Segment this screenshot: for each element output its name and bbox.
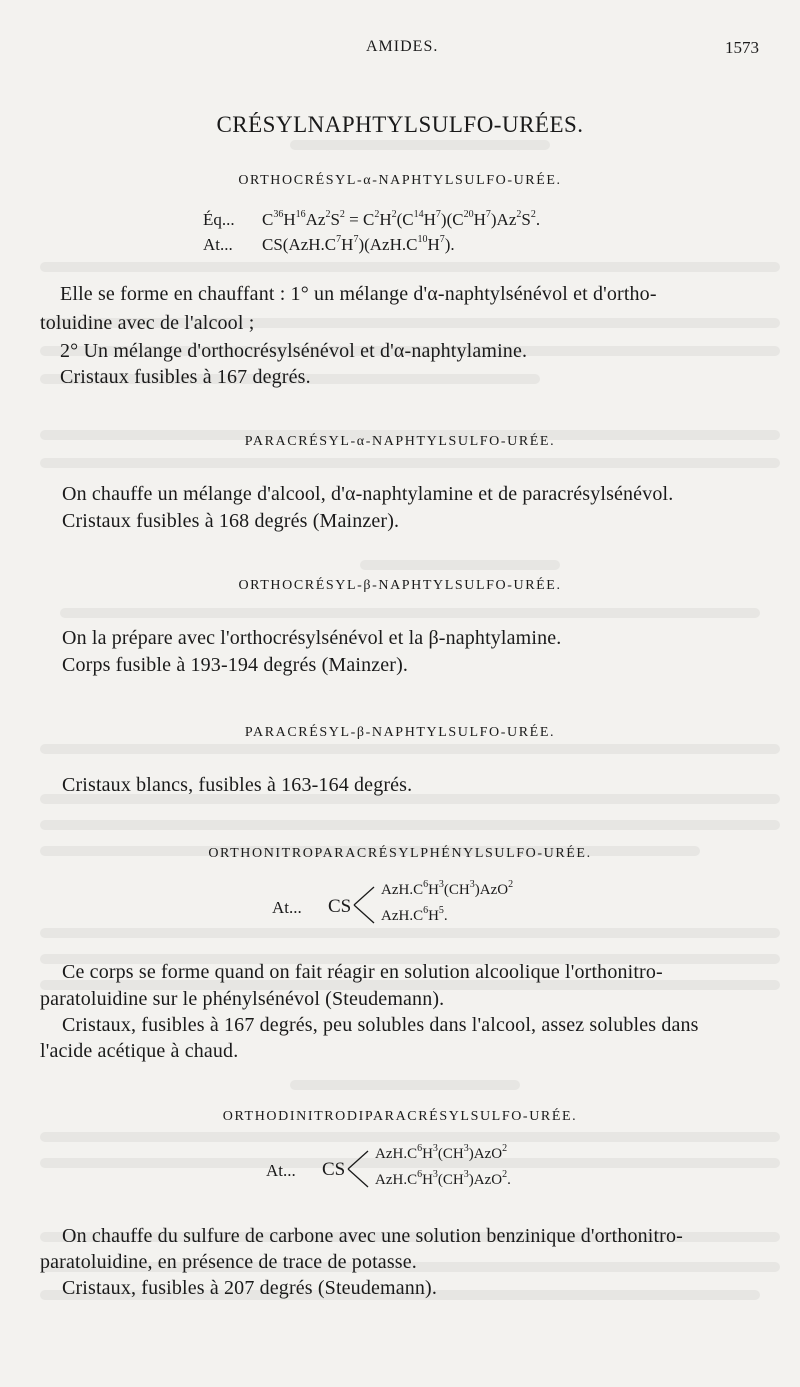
paragraph-line: Cristaux blancs, fusibles à 163-164 degrés. xyxy=(62,774,413,796)
formula-branch-top: $AzH.C^6H^3(CH^3)AzO^2$ xyxy=(375,1143,508,1162)
section-title: CRÉSYLNAPHTYLSULFO-URÉES. xyxy=(216,112,584,137)
page-number: 1573 xyxy=(725,38,759,57)
formula-branch-top: $AzH.C^6H^3(CH^3)AzO^2$ xyxy=(381,879,514,898)
paragraph-line: Cristaux fusibles à 168 degrés (Mainzer). xyxy=(62,510,400,532)
paragraph-line: Cristaux, fusibles à 167 degrés, peu solubles dans l'alcool, assez solubles dans xyxy=(62,1014,699,1036)
compound-heading-6: ORTHODINITRODIPARACRÉSYLSULFO-URÉE. xyxy=(222,1109,578,1124)
paragraph-line: Cristaux, fusibles à 207 degrés (Steudemann). xyxy=(62,1277,438,1299)
formula-branch-bottom: $AzH.C^6H^3(CH^3)AzO^2$. xyxy=(375,1169,511,1188)
compound-heading-5: ORTHONITROPARACRÉSYLPHÉNYLSULFO-URÉE. xyxy=(208,846,592,861)
formula-cs: CS xyxy=(322,1159,346,1180)
formula-branch-bracket xyxy=(346,1146,372,1192)
compound-heading-4: PARACRÉSYL-β-NAPHTYLSULFO-URÉE. xyxy=(244,725,556,740)
paragraph-line: paratoluidine, en présence de trace de potasse. xyxy=(40,1251,417,1273)
formula-cs: CS xyxy=(328,896,352,917)
paragraph-line: Elle se forme en chauffant : 1° un mélange d'α-naphtylsénévol et d'ortho- xyxy=(60,283,657,305)
compound-heading-1: ORTHOCRÉSYL-α-NAPHTYLSULFO-URÉE. xyxy=(238,173,562,188)
compound-heading-2: PARACRÉSYL-α-NAPHTYLSULFO-URÉE. xyxy=(244,434,556,449)
formula-branch-bottom: $AzH.C^6H^5$. xyxy=(381,905,448,924)
paragraph-line: On chauffe du sulfure de carbone avec une solution benzinique d'orthonitro- xyxy=(62,1225,683,1247)
paragraph-line: l'acide acétique à chaud. xyxy=(40,1040,239,1062)
formula-eq-prefix: Éq... xyxy=(203,210,235,229)
paragraph-line: On chauffe un mélange d'alcool, d'α-naphtylamine et de paracrésylsénévol. xyxy=(62,483,674,505)
formula-branch-bracket xyxy=(352,882,378,928)
formula-atomic: $CS(AzH.C^7H^7)(AzH.C^{10}H^7)$. xyxy=(262,234,455,254)
paragraph-line: Corps fusible à 193-194 degrés (Mainzer). xyxy=(62,654,409,676)
paragraph-line: 2° Un mélange d'orthocrésylsénévol et d'α-naphtylamine. xyxy=(60,340,528,362)
formula-at-prefix: At... xyxy=(272,898,302,917)
running-header-title: AMIDES. xyxy=(366,38,439,55)
paragraph-line: paratoluidine sur le phénylsénévol (Steudemann). xyxy=(40,988,445,1010)
paragraph-line: Cristaux fusibles à 167 degrés. xyxy=(60,366,311,388)
paragraph-line: On la prépare avec l'orthocrésylsénévol et la β-naphtylamine. xyxy=(62,627,562,649)
compound-heading-3: ORTHOCRÉSYL-β-NAPHTYLSULFO-URÉE. xyxy=(238,578,562,593)
formula-at-prefix: At... xyxy=(203,235,233,254)
paragraph-line: toluidine avec de l'alcool ; xyxy=(40,312,255,334)
formula-equivalent: $C^{36}H^{16}Az^2S^2 = C^2H^2(C^{14}H^7)(C^{20}H^7)Az^2S^2$. xyxy=(262,209,541,229)
formula-at-prefix: At... xyxy=(266,1161,296,1180)
paragraph-line: Ce corps se forme quand on fait réagir en solution alcoolique l'orthonitro- xyxy=(62,961,663,983)
